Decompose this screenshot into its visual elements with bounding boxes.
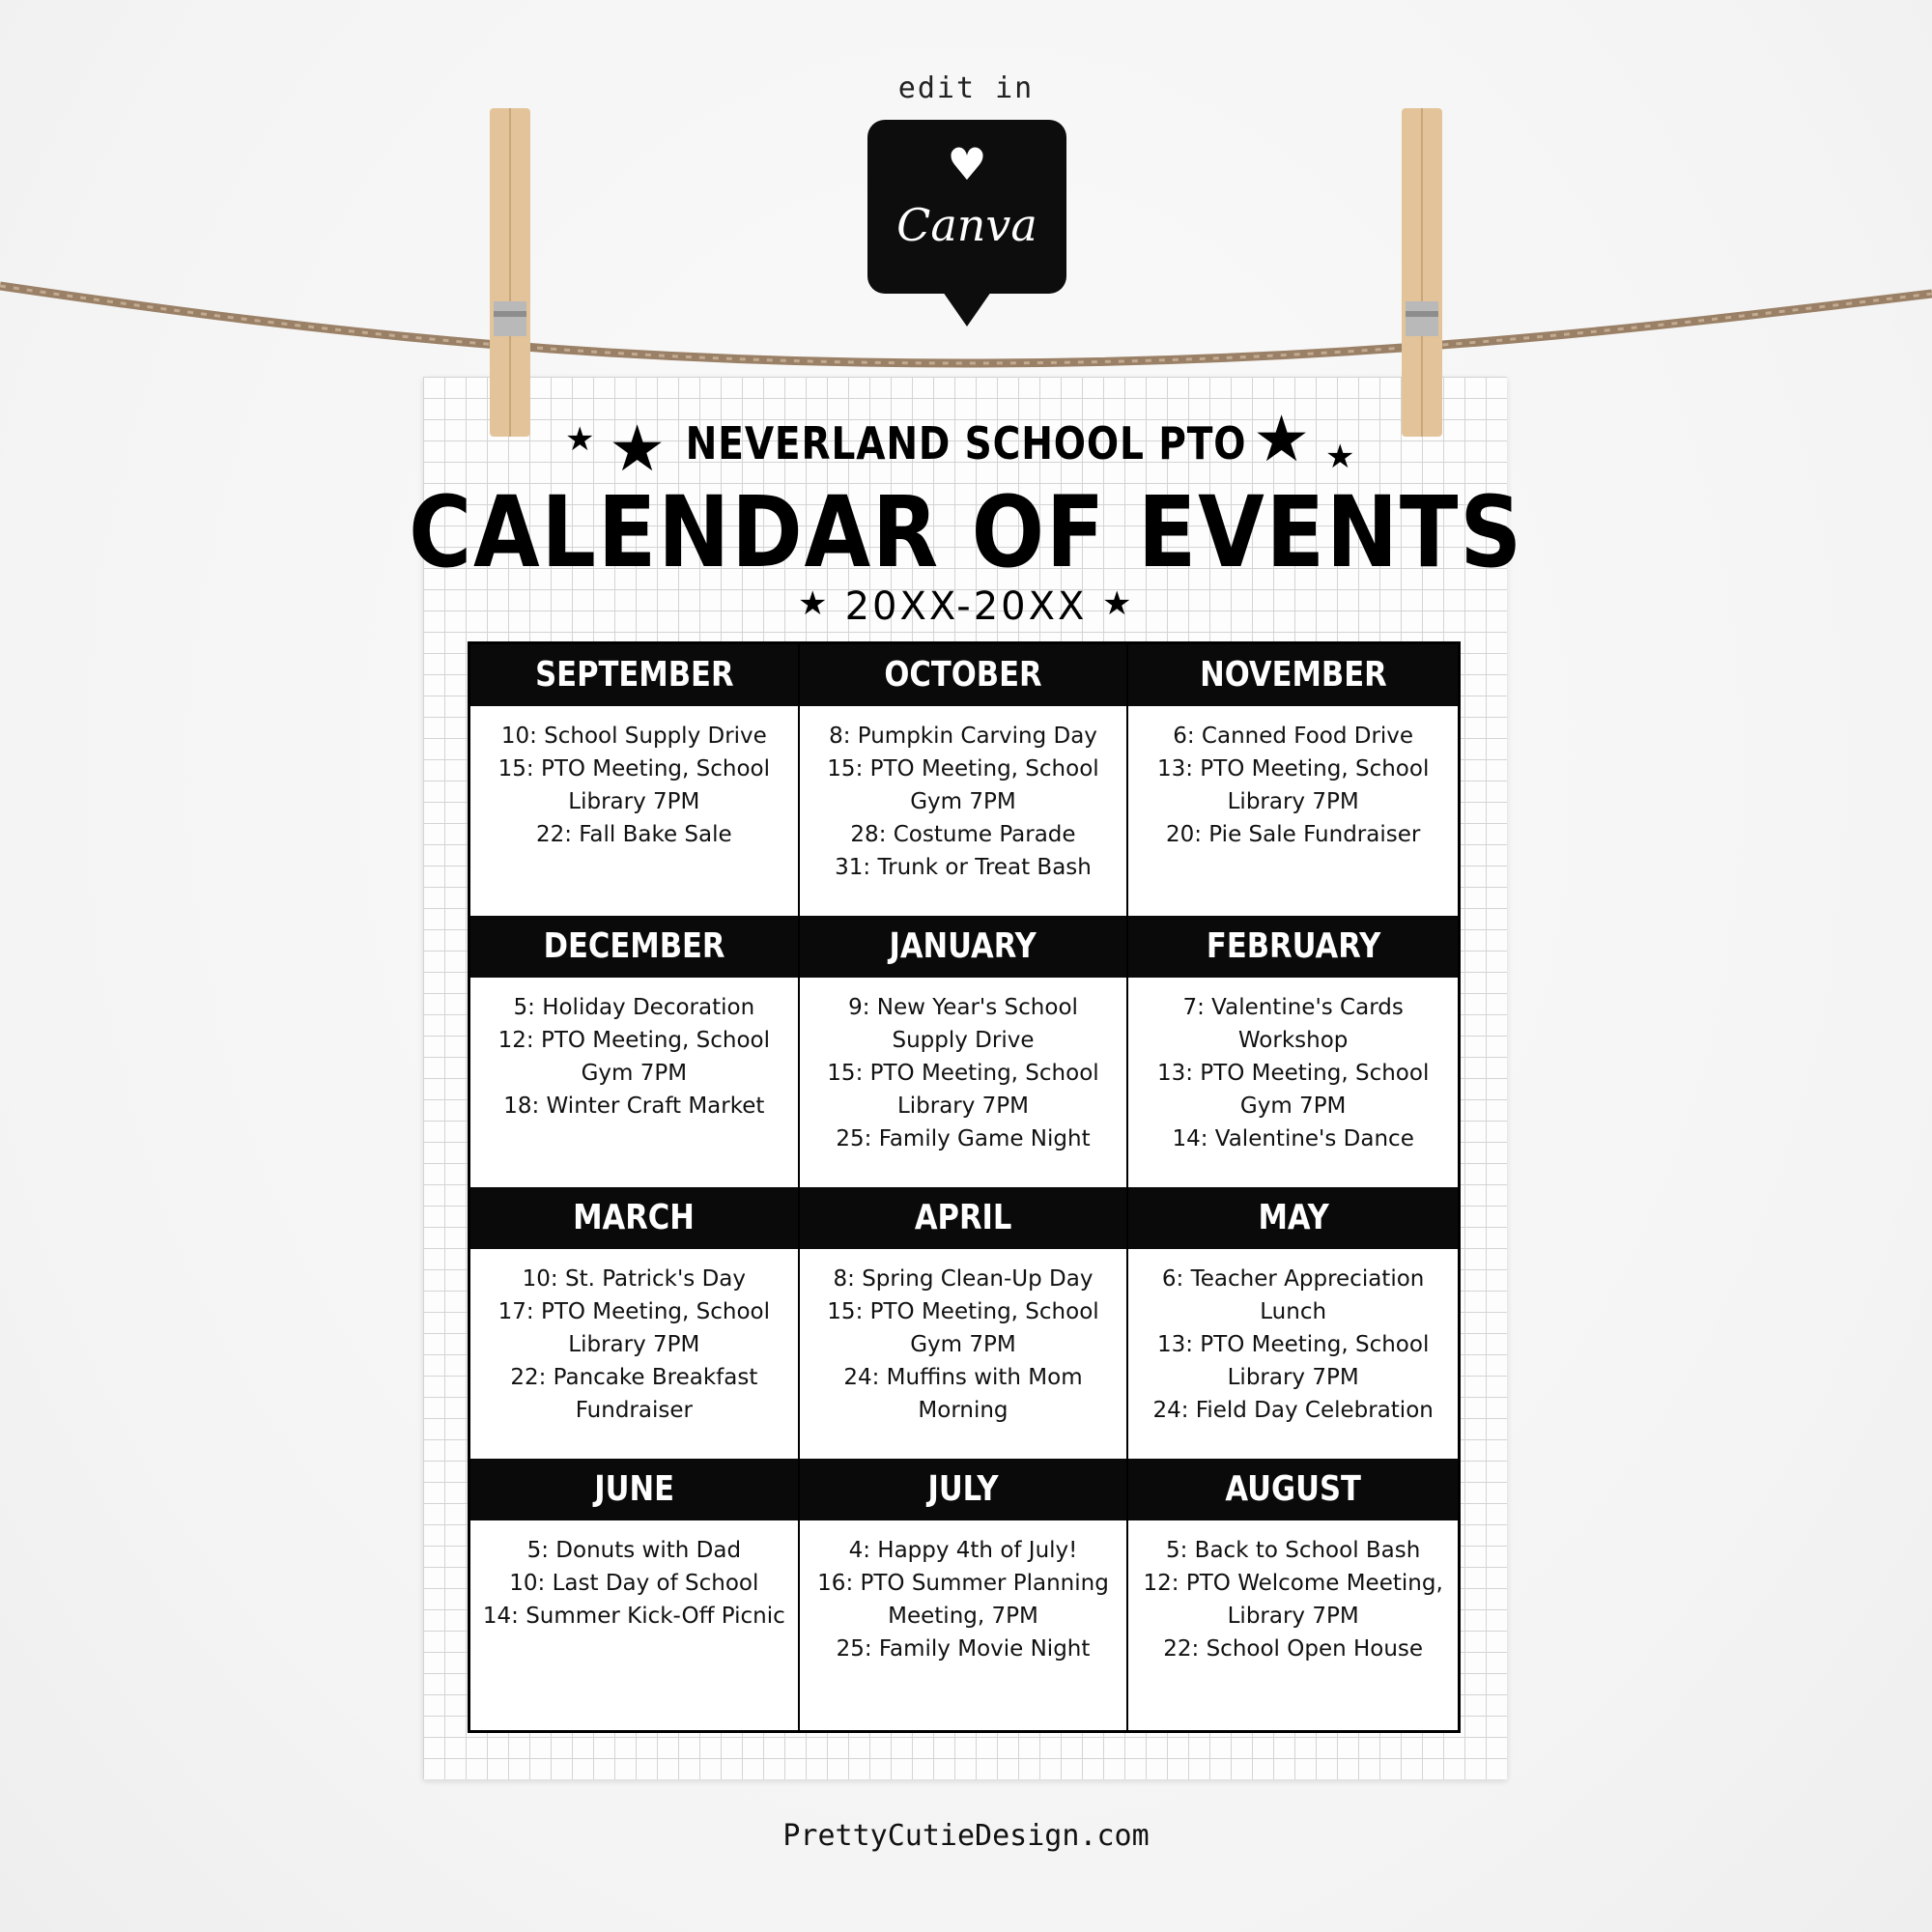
month-cell — [800, 644, 1129, 916]
month-events — [470, 1520, 798, 1633]
month-events — [1128, 1520, 1458, 1665]
month-header — [470, 644, 798, 706]
event-item: 10: St. Patrick's Day — [522, 1266, 746, 1292]
event-item: 15: PTO Meeting, School Library 7PM — [497, 756, 771, 814]
event-item: 25: Family Game Night — [836, 1126, 1091, 1151]
event-item: 18: Winter Craft Market — [503, 1094, 765, 1119]
event-item: 6: Canned Food Drive — [1173, 724, 1414, 749]
event-item: 13: PTO Meeting, School Library 7PM — [1156, 756, 1430, 814]
event-item: 10: School Supply Drive — [500, 724, 767, 749]
month-name: JULY — [927, 1469, 999, 1509]
month-name: MAY — [1257, 1198, 1329, 1237]
event-item: 5: Holiday Decoration — [513, 995, 755, 1020]
clothespin-left — [488, 108, 532, 437]
event-item: 8: Pumpkin Carving Day — [829, 724, 1097, 749]
month-name: FEBRUARY — [1206, 926, 1380, 966]
edit-in-label: edit in — [897, 71, 1035, 105]
month-header — [1128, 644, 1458, 706]
month-cell — [1128, 1187, 1458, 1459]
clothespin-right — [1400, 108, 1444, 437]
month-header — [470, 916, 798, 978]
canva-logo: Canva — [896, 199, 1037, 251]
month-name: AUGUST — [1225, 1469, 1361, 1509]
month-header — [1128, 916, 1458, 978]
website-footer: PrettyCutieDesign.com — [782, 1819, 1150, 1853]
month-name: DECEMBER — [543, 926, 725, 966]
star-icon: ★ — [565, 420, 595, 459]
month-cell — [800, 916, 1129, 1187]
event-item: 10: Last Day of School — [509, 1571, 759, 1596]
event-item: 13: PTO Meeting, School Library 7PM — [1156, 1332, 1430, 1390]
month-events — [470, 978, 798, 1122]
event-item: 4: Happy 4th of July! — [848, 1538, 1078, 1563]
event-item: 6: Teacher Appreciation Lunch — [1161, 1266, 1425, 1324]
event-item: 20: Pie Sale Fundraiser — [1165, 822, 1421, 847]
event-item: 22: Pancake Breakfast Fundraiser — [510, 1365, 758, 1423]
star-icon: ★ — [1102, 584, 1132, 623]
event-item: 15: PTO Meeting, School Library 7PM — [827, 1061, 1099, 1119]
star-icon: ★ — [609, 412, 667, 486]
event-item: 14: Valentine's Dance — [1172, 1126, 1414, 1151]
page-title: CALENDAR OF EVENTS — [409, 475, 1523, 590]
event-item: 17: PTO Meeting, School Library 7PM — [497, 1299, 771, 1357]
month-name: OCTOBER — [884, 655, 1042, 695]
canva-badge[interactable] — [867, 120, 1066, 294]
month-cell — [470, 1459, 800, 1730]
month-header — [1128, 1187, 1458, 1249]
month-header — [800, 1459, 1127, 1520]
month-events — [1128, 1249, 1458, 1427]
month-events — [1128, 978, 1458, 1155]
event-item: 5: Donuts with Dad — [526, 1538, 742, 1563]
event-item: 15: PTO Meeting, School Gym 7PM — [827, 756, 1099, 814]
month-cell — [1128, 1459, 1458, 1730]
event-item: 22: School Open House — [1163, 1636, 1424, 1662]
month-cell — [1128, 644, 1458, 916]
month-name: MARCH — [573, 1198, 696, 1237]
event-item: 25: Family Movie Night — [836, 1636, 1091, 1662]
month-name: SEPTEMBER — [534, 655, 734, 695]
event-item: 7: Valentine's Cards Workshop — [1182, 995, 1404, 1053]
month-header — [470, 1187, 798, 1249]
event-item: 12: PTO Meeting, School Gym 7PM — [497, 1028, 771, 1086]
star-icon: ★ — [798, 584, 828, 623]
month-events — [1128, 706, 1458, 851]
event-item: 14: Summer Kick-Off Picnic — [482, 1604, 785, 1629]
heart-icon: ♥ — [947, 138, 987, 190]
month-header — [800, 644, 1127, 706]
event-item: 12: PTO Welcome Meeting, Library 7PM — [1143, 1571, 1443, 1629]
month-events — [800, 1520, 1127, 1665]
month-name: APRIL — [914, 1198, 1012, 1237]
event-item: 31: Trunk or Treat Bash — [835, 855, 1092, 880]
month-name: JUNE — [593, 1469, 674, 1509]
event-item: 8: Spring Clean-Up Day — [833, 1266, 1094, 1292]
month-header — [470, 1459, 798, 1520]
event-item: 24: Muffins with Mom Morning — [843, 1365, 1083, 1423]
month-events — [800, 706, 1127, 884]
event-item: 13: PTO Meeting, School Gym 7PM — [1156, 1061, 1430, 1119]
star-icon: ★ — [1253, 402, 1311, 476]
month-name: NOVEMBER — [1199, 655, 1387, 695]
event-item: 5: Back to School Bash — [1165, 1538, 1421, 1563]
school-year: 20XX-20XX — [844, 584, 1088, 629]
star-icon: ★ — [1325, 438, 1355, 476]
calendar-grid — [468, 641, 1461, 1733]
month-cell — [800, 1459, 1129, 1730]
month-name: JANUARY — [889, 926, 1037, 966]
event-item: 15: PTO Meeting, School Gym 7PM — [827, 1299, 1099, 1357]
month-cell — [800, 1187, 1129, 1459]
school-name: NEVERLAND SCHOOL PTO — [685, 417, 1247, 469]
event-item: 24: Field Day Celebration — [1152, 1398, 1434, 1423]
event-item: 28: Costume Parade — [850, 822, 1076, 847]
month-cell — [470, 644, 800, 916]
event-item: 16: PTO Summer Planning Meeting, 7PM — [817, 1571, 1109, 1629]
month-events — [800, 978, 1127, 1155]
event-item: 9: New Year's School Supply Drive — [848, 995, 1078, 1053]
event-item: 22: Fall Bake Sale — [535, 822, 732, 847]
month-header — [800, 916, 1127, 978]
month-events — [470, 706, 798, 851]
month-events — [470, 1249, 798, 1427]
month-cell — [1128, 916, 1458, 1187]
month-cell — [470, 1187, 800, 1459]
month-events — [800, 1249, 1127, 1427]
month-cell — [470, 916, 800, 1187]
month-header — [800, 1187, 1127, 1249]
month-header — [1128, 1459, 1458, 1520]
